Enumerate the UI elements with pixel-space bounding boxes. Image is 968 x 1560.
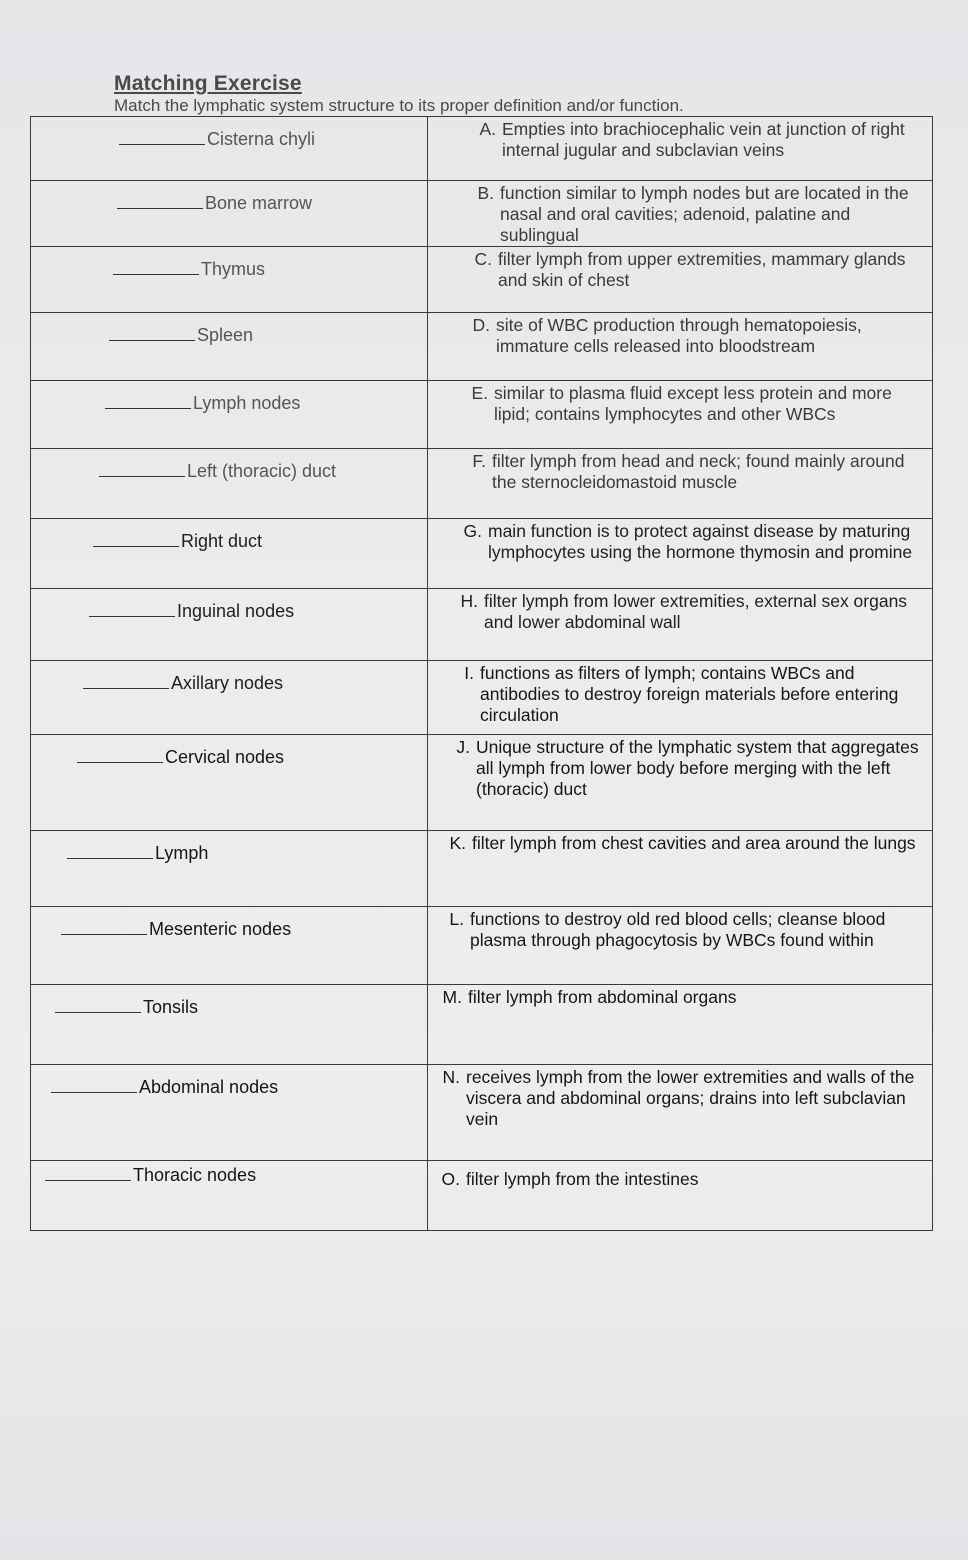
- definition-text: filter lymph from lower extremities, external sex organs and lower abdominal wall: [484, 591, 908, 632]
- definition-text: filter lymph from head and neck; found mainly around the sternocleidomastoid muscle: [492, 451, 905, 492]
- definition-cell: [428, 381, 933, 449]
- definition-cell: [428, 181, 933, 247]
- definition-cell: [428, 735, 933, 831]
- structure-cell: [31, 661, 428, 735]
- definition-letter: G.: [463, 521, 482, 541]
- table-row: [31, 1065, 933, 1161]
- definition-cell: [428, 1065, 933, 1161]
- definition-text: Unique structure of the lymphatic system that aggregates all lymph from lower body before merging with the left (thoracic) duct: [476, 737, 919, 799]
- answer-blank[interactable]: [45, 1179, 131, 1181]
- structure-cell: [31, 907, 428, 985]
- definition-letter: M.: [442, 987, 462, 1007]
- definition-cell: [428, 519, 933, 589]
- definition-cell: [428, 449, 933, 519]
- definition-text: Empties into brachiocephalic vein at junction of right internal jugular and subclavian veins: [502, 119, 905, 160]
- answer-blank[interactable]: [51, 1091, 137, 1093]
- definition-letter: K.: [449, 833, 466, 853]
- structure-label: Cisterna chyli: [207, 129, 316, 149]
- structure-cell: [31, 589, 428, 661]
- structure-cell: [31, 985, 428, 1065]
- definition-letter: B.: [477, 183, 494, 203]
- definition-text: main function is to protect against disease by maturing lymphocytes using the hormone thymosin and promine: [488, 521, 913, 562]
- table-row: [31, 519, 933, 589]
- structure-cell: [31, 381, 428, 449]
- structure-cell: [31, 1161, 428, 1231]
- definition-text: filter lymph from the intestines: [466, 1169, 699, 1189]
- definition-letter: C.: [474, 249, 492, 269]
- answer-blank[interactable]: [83, 687, 169, 689]
- table-row: [31, 831, 933, 907]
- answer-blank[interactable]: [61, 933, 147, 935]
- table-row: [31, 117, 933, 181]
- table-row: [31, 381, 933, 449]
- answer-blank[interactable]: [55, 1011, 141, 1013]
- structure-label: Lymph: [155, 843, 209, 863]
- definition-cell: [428, 831, 933, 907]
- definition-cell: [428, 589, 933, 661]
- structure-label: Tonsils: [143, 997, 199, 1017]
- table-row: [31, 907, 933, 985]
- definition-letter: N.: [442, 1067, 460, 1087]
- instructions: Match the lymphatic system structure to its proper definition and/or function.: [114, 96, 684, 115]
- structure-label: Abdominal nodes: [139, 1077, 279, 1097]
- structure-cell: [31, 117, 428, 181]
- answer-blank[interactable]: [105, 407, 191, 409]
- definition-text: functions as filters of lymph; contains WBCs and antibodies to destroy foreign materials before entering circulation: [480, 663, 899, 725]
- structure-cell: [31, 449, 428, 519]
- definition-letter: A.: [479, 119, 496, 139]
- structure-cell: [31, 181, 428, 247]
- table-row: [31, 181, 933, 247]
- answer-blank[interactable]: [89, 615, 175, 617]
- definition-letter: O.: [441, 1169, 460, 1189]
- definition-letter: F.: [472, 451, 486, 471]
- table-row: [31, 735, 933, 831]
- table-row: [31, 247, 933, 313]
- structure-label: Axillary nodes: [171, 673, 284, 693]
- table-row: [31, 1161, 933, 1231]
- structure-label: Thoracic nodes: [133, 1165, 257, 1185]
- definition-text: site of WBC production through hematopoiesis, immature cells released into bloodstream: [496, 315, 862, 356]
- structure-cell: [31, 1065, 428, 1161]
- page-title: Matching Exercise: [114, 72, 302, 95]
- definition-letter: H.: [460, 591, 478, 611]
- structure-label: Right duct: [181, 531, 263, 551]
- structure-label: Cervical nodes: [165, 747, 285, 767]
- definition-text: filter lymph from abdominal organs: [468, 987, 737, 1007]
- structure-label: Thymus: [201, 259, 266, 279]
- definition-letter: E.: [471, 383, 488, 403]
- definition-letter: L.: [449, 909, 464, 929]
- definition-text: functions to destroy old red blood cells; cleanse blood plasma through phagocytosis by WBCs found within: [470, 909, 886, 950]
- answer-blank[interactable]: [119, 143, 205, 145]
- definition-cell: [428, 1161, 933, 1231]
- structure-label: Bone marrow: [205, 193, 313, 213]
- definition-text: filter lymph from chest cavities and area around the lungs: [472, 833, 916, 853]
- definition-text: receives lymph from the lower extremities and walls of the viscera and abdominal organs; drains into left subclavian vein: [466, 1067, 915, 1129]
- table-row: [31, 313, 933, 381]
- answer-blank[interactable]: [99, 475, 185, 477]
- answer-blank[interactable]: [67, 857, 153, 859]
- worksheet: [30, 72, 930, 1231]
- answer-blank[interactable]: [77, 761, 163, 763]
- definition-cell: [428, 661, 933, 735]
- structure-label: Mesenteric nodes: [149, 919, 292, 939]
- structure-cell: [31, 735, 428, 831]
- structure-label: Lymph nodes: [193, 393, 301, 413]
- table-row: [31, 589, 933, 661]
- definition-cell: [428, 313, 933, 381]
- table-row: [31, 661, 933, 735]
- answer-blank[interactable]: [117, 207, 203, 209]
- definition-cell: [428, 247, 933, 313]
- answer-blank[interactable]: [93, 545, 179, 547]
- definition-text: filter lymph from upper extremities, mammary glands and skin of chest: [498, 249, 906, 290]
- answer-blank[interactable]: [113, 273, 199, 275]
- structure-cell: [31, 519, 428, 589]
- structure-label: Left (thoracic) duct: [187, 461, 337, 481]
- structure-cell: [31, 247, 428, 313]
- structure-cell: [31, 313, 428, 381]
- definition-text: function similar to lymph nodes but are located in the nasal and oral cavities; adenoid, palatine and sublingual: [500, 183, 909, 245]
- definition-text: similar to plasma fluid except less protein and more lipid; contains lymphocytes and other WBCs: [494, 383, 892, 424]
- definition-letter: I.: [464, 663, 474, 683]
- definition-letter: D.: [472, 315, 490, 335]
- definition-cell: [428, 907, 933, 985]
- definition-letter: J.: [456, 737, 470, 757]
- structure-label: Spleen: [197, 325, 254, 345]
- definition-cell: [428, 117, 933, 181]
- matching-table: [30, 116, 933, 1231]
- table-row: [31, 985, 933, 1065]
- structure-cell: [31, 831, 428, 907]
- answer-blank[interactable]: [109, 339, 195, 341]
- structure-label: Inguinal nodes: [177, 601, 295, 621]
- definition-cell: [428, 985, 933, 1065]
- table-row: [31, 449, 933, 519]
